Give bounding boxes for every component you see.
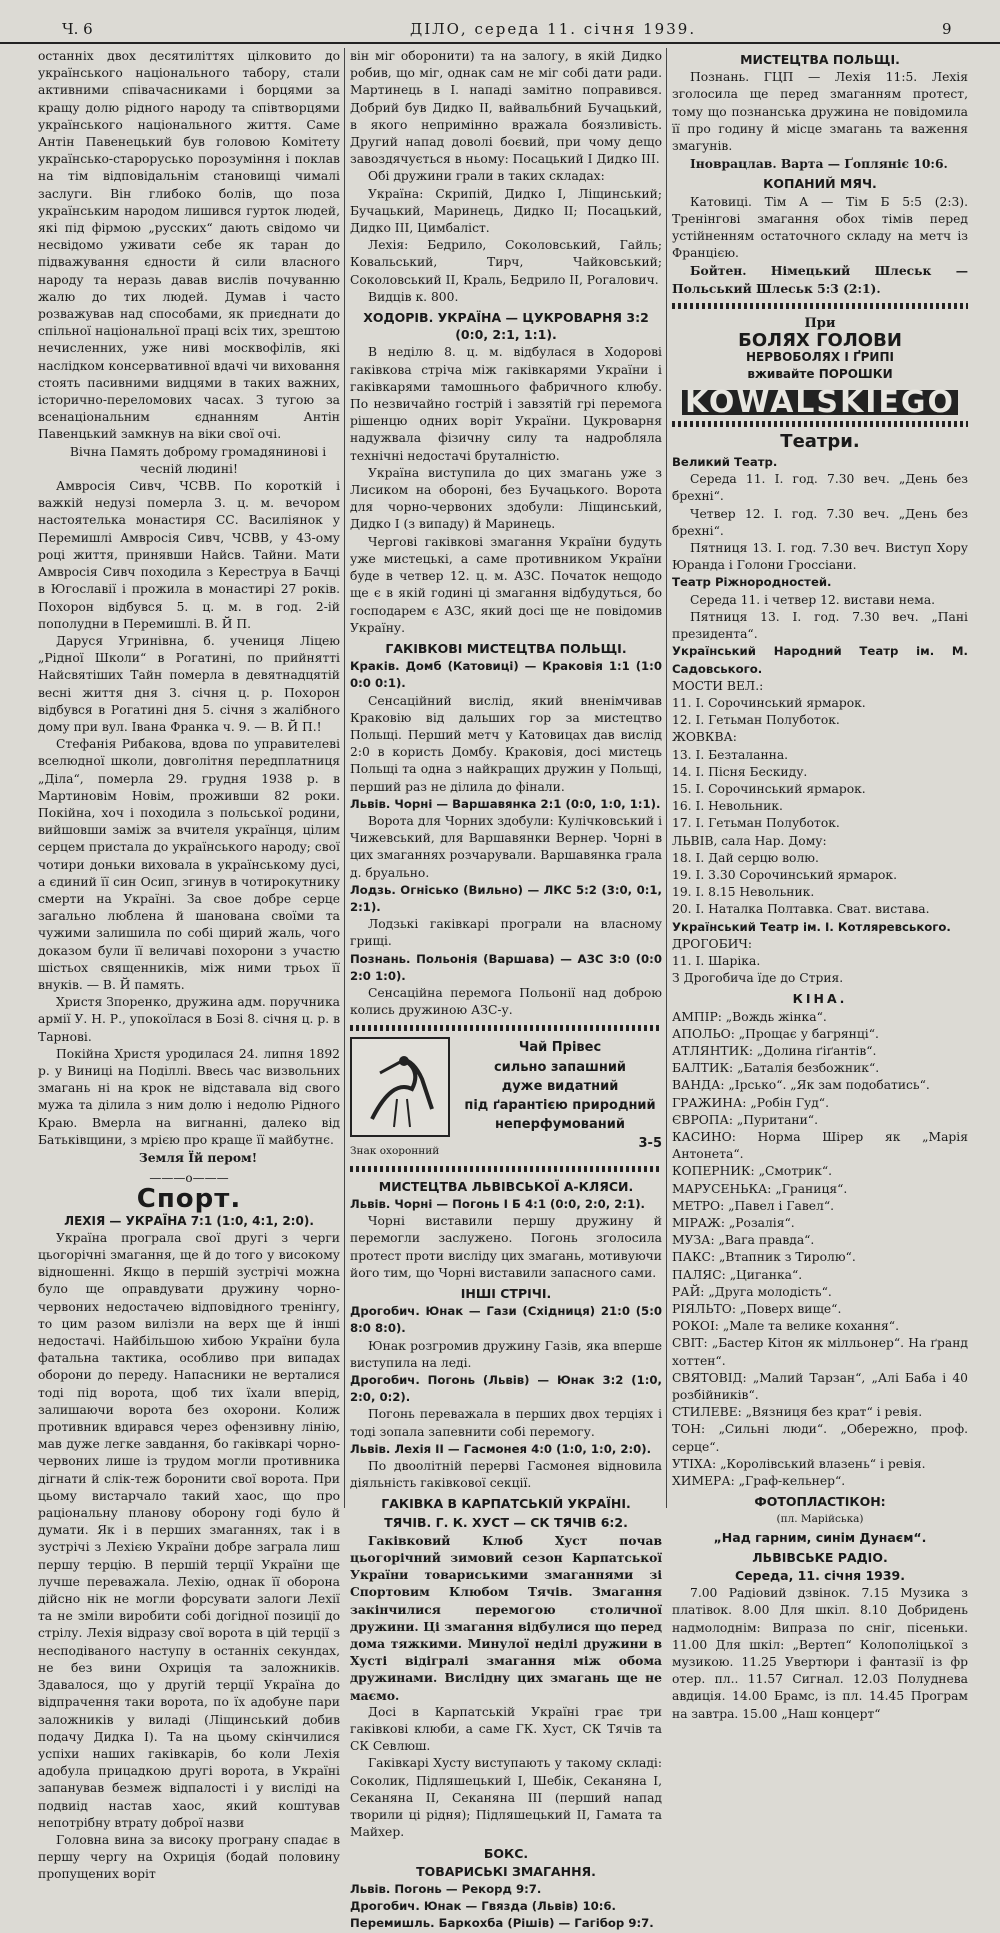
cinema-item: СВЯТОВІД: „Малий Тарзан“, „Алі Баба і 40 розбійників“. [672,1370,968,1403]
variety-theatre-2: Пятниця 13. І. год. 7.30 веч. „Пані президента“. [672,609,968,642]
radio-headline: ЛЬВІВСЬКЕ РАДІО. [752,1549,888,1565]
ad-kow-brand: KOWALSKIEGO [682,390,958,415]
cinema-item: РОКОІ: „Мале та велике кохання“. [672,1319,899,1334]
carpathian-report-3: Гаківкарі Хусту виступають у такому складі: Соколик, Підляшецький І, Шебік, Секаняна І, Секаняна ІІ, Секаняна ІІІ (перший напад творили ці рідня); Підляшецький ІІ, Гамата та Майхер. [350,1756,662,1840]
other-matches-headline: ІНШІ СТРІЧІ. [460,1286,552,1301]
cinema-item: АТЛЯНТИК: „Долина ґіґантів“. [672,1043,877,1058]
drohobych-report-2: Погонь переважала в перших двох терціях і тоді зопала запевнити собі перемогу. [350,1407,662,1439]
obituary-zporenko: Христя Зпоренко, дружина адм. поручника армії У. Н. Р., упокоїлася в Бозі 8. січня ц. р. в Тарнові. [38,995,340,1044]
carpathian-report: Гаківковий Клюб Хуст почав цьогорічний зимовий сезон Карпатської України товариськими змаганнями зі Спортовим Клюбом Тячів. Змагання закінчилися перемогою столичної дружини. Ці змагання відбулися що перед дома тяжкими. Минулої неділі дружини в Хусті відігралі змагання між обома дружинами. Вислідну цих змагань ще не маємо. [350,1532,662,1703]
tea-line-4: неперфумований [494,1117,626,1133]
boxing-headline: БОКС. [483,1845,529,1861]
cinema-item: УТІХА: „Королівський влазень“ і ревія. [672,1456,926,1471]
match-report: Україна програла свої другі з черги цьогорічні змагання, ще й до того у високому відношенні. Якщо в першій зустрічі можна було ще оправдувати дружину чорно-червоних недостачею відповідного тренінгу, то цим разом вилізли на верх ще й інші недостачі. Найбільшою хибою України була фатальна тактика, особливо при випадах оборони до переду. Напасники не верталися тоді під ворота, щоб тих їхали вперід, залишаючи ворота без охорони. Колиж противник вдирався через офензивну лінію, мав дуже легке завдання, бо гаківкарі чорно-червоних лише із трудом могли противника дігнати й слік-теж боронити свої ворота. При цьому вистарчало такий хаос, що про раціональну планову оборону годі було й думати. Як і в перших змаганнях, так і в зустрічі з Лехією України добре заграла лиш першу терцію. В першій терції України ще лучше переважала. Лехію, однак її оборона дійсно нік не могли форсувати залоги Лехії та не зміли виробити собі догідної позиції до стрілу. Лехія відразу свої ворота в цій терції з несподіваного наступу в останніх секундах, не без вини Охриція та заложників. Здавалося, що у другій терції Україна до відпрачення таки ворота, по їх адобуне пари заложників у виладі (Ліщинський добив подачу Дидка І). Та на цьому скінчилися успіхи наших гаківкарів, бо коли Лехія адобула прицадкою другі ворота, в Україні запанував безмеж відпалості і у висліді на подвиід настав хаос, який коштував непотрібну втрату доброї назви [38,1230,340,1830]
cinema-item: РІЯЛЬТО: „Поверх вище“. [672,1302,842,1317]
khodoriv-report: В неділю 8. ц. м. відбулася в Ходорові гаківкова стріча між гаківкарями України і гаківкарями тамошнього фабричного клюбу. По незвичайно гострій і завзятій грі перемога рішенцю одних воріт України. Цукроварня надужвала фізичну силу та надробляла технічні недостачі бруталністю. [350,345,662,463]
teams-intro: Обі дружини грали в таких складах: [368,169,605,184]
ad-kow-line-2: БОЛЯХ ГОЛОВИ [738,330,902,352]
boxing-result-3: Перемишль. Баркохба (Рішів) — Гагібор 9:7. [350,1916,654,1931]
schedule-item: МОСТИ ВЕЛ.: [672,678,764,693]
boxing-result-2: Дрогобич. Юнак — Гвязда (Львів) 10:6. [350,1899,616,1914]
cinema-item: СВІТ: „Бастер Кітон як мілльонер“. На ґранд хоттен“. [672,1336,968,1368]
match-report-cont: Головна вина за високу програну спадає в першу чергу на Охриція (бодай половину пропущених воріт [38,1832,340,1882]
match-headline: ЛЕХІЯ — УКРАЇНА 7:1 (1:0, 4:1, 2:0). [64,1213,314,1228]
krakow-result: Краків. Домб (Катовиці) — Краковія 1:1 (1:0 0:0 0:1). [350,659,662,691]
poznan-report: Сенсаційна перемога Польонії над доброю колись дружиною АЗС-у. [350,985,662,1018]
stork-trademark-icon [350,1037,450,1137]
boxing-subheadline: ТОВАРИСЬКІ ЗМАГАННЯ. [416,1863,596,1879]
obituary-memory: Вічна Память доброму громадянинові і чесній людині! [69,444,327,476]
katowice-report: Катовиці. Тім А — Тім Б 5:5 (2:3). Тренінгові змагання обох тімів перед устійненням остаточного складу на метч із Францією. [672,194,968,261]
grand-theatre-title: Великий Театр. [672,455,778,470]
hockey-championship-headline: ГАКІВКОВІ МИСТЕЦТВА ПОЛЬЩІ. [385,640,627,656]
column-rule-1 [344,48,345,1508]
ukrainian-theatre-schedule [672,678,968,919]
khodoriv-headline: ХОДОРІВ. УКРАЇНА — ЦУКРОВАРНЯ 3:2 (0:0, 2:1, 1:1). [363,310,649,343]
lodz-result: Лодзь. Огнісько (Вильно) — ЛКС 5:2 (3:0, 0:1, 2:1). [350,882,662,914]
cinema-item: МАРУСЕНЬКА: „Границя“. [672,1181,848,1196]
cinema-item: МУЗА: „Вага правда“. [672,1233,815,1248]
cinema-item: БАЛТИК: „Баталія безбожник“. [672,1061,880,1076]
page-number-left: Ч. 6 [62,20,93,38]
obituary-rybakova: Стефанія Рибакова, вдова по управителеві вселюдної школи, довголітня передплатниця „Діла“, померла 29. грудня 1938 р. в Мартиновім Новім, проживши 82 роки. Покійна, хоч і походила з польської родини, вийшовши заміж за вчителя українця, цілим серцем пристала до українського народу; свої чотири доньки виховала в українському дусі, а єдиний її син Осип, згинув в чотирокутнику смерти на Україні. За свое добре серце загально люблена й шанована своїми та чужими залишила по собі щирий жаль, чого доказом були її величаві похорони з участю шістьох священників, між ними трьох її внуків. — В. Й память. [38,737,340,992]
page-header [0,18,1000,44]
schedule-item: 16. І. Невольник. [672,799,783,814]
cinemas-headline: КІНА. [792,991,848,1007]
match-report-continued: він міг оборонити) та на залогу, в якій Дидко робив, що міг, однак сам не міг собі дати ради. Мартинець в І. нападі замітно поправився. Добрий був Дидко ІІ, вайвальбний Бучацький, в якого непримінно вражала боязливість. Другий напад доволі боєвий, при чому дещо завоздячується в ньому: Посацький І Дидко ІІІ. [350,49,662,167]
obituary-uhrynivna: Даруся Угринівна, б. учениця Ліцею „Рідної Школи“ в Рогатині, по прийнятті Найсвятіших Тайн померла в девятнадцятій весні життя дня 3. січня ц. р. Похорон відбувся в Рогатині дня 5. січня з жалібного дому при вул. Івана Франка ч. 9. — В. Й П.! [38,633,340,734]
schedule-item: ЖОВКВА: [672,730,737,745]
ad-border-bottom-2 [672,421,968,427]
ad-kow-line-4: вживайте ПОРОШКИ [747,367,893,382]
beuthen-result: Бойтен. Німецький Шлеськ — Польський Шлеськ 5:3 (2:1). [672,263,968,296]
cinema-item: ХИМЕРА: „Граф-кельнер“. [672,1474,846,1489]
page-number-right: 9 [942,20,952,38]
obituary-zporenko-bio: Покійна Христя уродилася 24. липня 1892 р. у Виниці на Поділлі. Ввесь час визвольних змагань ні на крок не відставала від свого мужа та ділила з ним долю і недолю Рідного Краю. Вмерла на вигнанні, далеко від Батьківщини, з мрією про краще її майбутнє. [38,1046,340,1147]
column-2 [350,48,662,1931]
sport-section-title: Спорт. [136,1184,242,1215]
ad-kow-line-1: При [804,315,836,331]
cinema-item: ПАЛЯС: „Циганка“. [672,1267,803,1282]
photoplasticon-title: „Над гарним, синім Дунаєм“. [713,1529,927,1545]
tea-brand: Чай Прівес [518,1040,602,1056]
lviv-result-2: Львів. Лехія ІІ — Гасмонея 4:0 (1:0, 1:0, 2:0). [350,1441,652,1456]
poland-championship-headline: МИСТЕЦТВА ПОЛЬЩІ. [740,52,900,67]
khodoriv-report-2: Україна виступила до цих змагань уже з Лисиком на обороні, без Бучацького. Ворота для чорно-червоних здобули: Ліщинський, Дидко І (з випаду) й Маринець. [350,465,662,532]
headache-powder-ad [672,315,968,420]
schedule-item: З Дрогобича їде до Стрия. [672,971,844,986]
cinema-item: КАСИНО: Норма Шірер як „Марія Антонета“. [672,1129,968,1162]
a-class-report: Чорні виставили першу дружину й перемогли заслужено. Погонь зголосила протест проти висліду цих змагань, мотивуючи його тим, що Чорні виставили запасного сами. [350,1214,662,1280]
section-divider: ———o——— [149,1171,229,1186]
obituary-syvch: Амвросія Сивч, ЧСВВ. По короткій і важкій недузі померла 3. ц. м. вечором настоятелька монастиря СС. Василіянок у Перемишлі Амвросія Сивч, ЧСВВ, у 43-ому році життя, принявши Найсв. Тайни. Мати Амвросія Сивч походила з Кереструа в Бачці в Югославії і прожила в монастирі 27 років. Похорон відбувся 5. ц. м. в год. 2-ій пополудни в Перемишлі. В. Й П. [38,479,340,631]
cinema-item: КОПЕРНИК: „Смотрик“. [672,1164,833,1179]
inowroclaw-result: Іноврацлав. Варта — Ґопляніє 10:6. [690,156,948,172]
boxing-result-1: Львів. Погонь — Рекорд 9:7. [350,1881,542,1896]
carpathian-subheadline: ТЯЧІВ. Г. К. ХУСТ — СК ТЯЧІВ 6:2. [384,1514,628,1530]
football-headline: КОПАНИЙ МЯЧ. [763,176,877,192]
drohobych-report-1: Юнак розгромив дружину Газів, яка вперше виступила на леді. [350,1338,662,1370]
tea-line-1: сильно запашний [493,1059,627,1075]
cinema-item: МІРАЖ: „Розалія“. [672,1216,795,1230]
cinema-item: РАЙ: „Друга молодість“. [672,1284,832,1299]
cinema-item: АПОЛЬО: „Прощає у багрянці“. [672,1026,879,1041]
ad-kow-line-3: НЕРВОБОЛЯХ І ҐРИПІ [745,350,894,365]
team-lechia: Лехія: Бедрило, Соколовський, Гайль; Ковальський, Тирч, Чайковський; Соколовський ІІ, Краль, Бедрило ІІ, Рогалович. [350,238,662,287]
poznan-result: Познань. Польонія (Варшава) — АЗС 3:0 (0:0 2:0 1:0). [350,951,662,983]
column-3 [672,48,968,1721]
team-ukraina: Україна: Скрипій, Дидко І, Ліщинський; Бучацький, Маринець, Дидко ІІ; Посацький, Дидко ІІІ, Цимбаліст. [350,186,662,236]
carpathian-headline: ГАКІВКА В КАРПАТСЬКІЙ УКРАЇНІ. [381,1496,631,1512]
cinema-item: СТИЛЕВЕ: „Вязниця без крат“ і ревія. [672,1405,923,1420]
tea-line-3: під ґарантією природний [464,1097,656,1113]
ukrainian-theatre-title: Український Народний Театр ім. М. Садовського. [672,644,968,676]
schedule-item: 11. І. Сорочинський ярмарок. [672,695,866,710]
photoplasticon-address: (пл. Марійська) [776,1513,864,1526]
schedule-item: 11. І. Шаріка. [672,953,761,968]
cinema-listings [672,1009,968,1491]
grand-theatre-1: Середа 11. І. год. 7.30 веч. „День без брехні“. [672,472,968,504]
carpathian-report-2: Досі в Карпатській Україні грає три гаківкові клюби, а саме ГК. Хуст, СК Тячів та СК Севлюш. [350,1704,662,1754]
drohobych-result-1: Дрогобич. Юнак — Гази (Східниця) 21:0 (5:0 8:0 8:0). [350,1304,662,1336]
schedule-item: 14. І. Пісня Бескиду. [672,764,808,779]
a-class-result: Львів. Чорні — Погонь І Б 4:1 (0:0, 2:0, 2:1). [350,1196,645,1211]
schedule-item: 12. І. Гетьман Полуботок. [672,713,840,728]
ad-number: 3-5 [638,1136,662,1152]
ad-border-top-2 [672,303,968,309]
cinema-item: ПАКС: „Втапник з Тиролю“. [672,1250,856,1265]
attendance: Видців к. 800. [368,289,459,304]
cinema-item: ЄВРОПА: „Пуритани“. [672,1112,819,1127]
khodoriv-report-3: Чергові гаківкові змагання України будуть уже мистецькі, а саме противником України буде в четвер 12. ц. м. АЗС. Початок нещодо ще є в якій годині ці змагання відбудуться, бо господарем є АЗС, який досі ще не повідомив Україну. [350,534,662,635]
grand-theatre-3: Пятниця 13. І. год. 7.30 веч. Виступ Хору Юранда і Голони Гроссіани. [672,541,968,573]
cinema-item: ТОН: „Сильні люди“. „Обережно, проф. серце“. [672,1422,968,1454]
column-rule-2 [666,48,667,1508]
column-1 [38,48,340,1882]
schedule-item: 19. І. 3.30 Сорочинський ярмарок. [672,867,898,882]
trademark-caption: Знак охоронний [350,1144,440,1157]
grand-theatre-2: Четвер 12. І. год. 7.30 веч. „День без брехні“. [672,506,968,538]
lviv-report: Ворота для Чорних здобули: Кулічковський і Чижевський, для Варшавянки Вернер. Чорні в цих змаганнях розчарували. Варшавянка грала д. бруально. [350,813,662,880]
schedule-item: 15. І. Сорочинський ярмарок. [672,781,866,796]
schedule-item: ДРОГОБИЧ: [672,936,752,951]
lviv-report-2: По двоолітній перерві Гасмонея відновила діяльність гаківкової секції. [350,1459,662,1491]
obituary-continued: останніх двох десятиліттях цілковито до українського національного табору, стали активними співачасниками і борцями за кращу долю рідного народу та співтворцями українського національного життя. Саме Антін Павенецький був головою Комітету українсько-старорусько порозуміння і поклав на тім відповідальнім становищі чималі заслуги. Він глибоко болів, що поза українським народом лишився гурток людей, які під фірмою „русских“ дають свідомо чи несвідомо уживати себе як таран до підважування єдности й сили власного народу та неразь давав вислів почуванню жалю до тих людей. Думав і часто розважував над способами, як приєднати до спільної національної праці всіх тих, зрештою нечисленних, уже ниві москвофілів, які наслідком консервативної вдачі чи виховання стоять пасивними видцями в таких важних, історично-переломових часах. З тугою за всенаціональним єднанням Антін Павенцький замкнув на віки свої очі. [38,49,340,442]
kotliarevsky-theatre-title: Український Театр ім. І. Котляревського. [672,919,951,934]
masthead-line: ДІЛО, середа 11. січня 1939. [410,20,697,38]
schedule-item: 19. І. 8.15 Невольник. [672,885,815,900]
schedule-item: ЛЬВІВ, сала Нар. Дому: [672,833,827,848]
theatres-headline: Театри. [780,430,860,452]
poznan-report: Познань. ГЦП — Лехія 11:5. Лехія зголосила ще перед змаганням протест, тому що познанська дружина не повідомила її про годину й місце змагань та важення змагунів. [672,70,968,154]
ad-border-bottom [350,1166,662,1172]
schedule-item: 18. І. Дай серцю волю. [672,850,819,865]
a-class-headline: МИСТЕЦТВА ЛЬВІВСЬКОЇ А-КЛЯСИ. [378,1178,634,1194]
cinema-item: ВАНДА: „Ірсько“. „Як зам подобатись“. [672,1078,930,1093]
lodz-report: Лодзькі гаківкарі програли на власному грищі. [350,917,662,949]
cinema-item: ГРАЖИНА: „Робін Гуд“. [672,1095,829,1110]
ad-border-top [350,1025,662,1031]
radio-schedule: 7.00 Радіовий дзвінок. 7.15 Музика з платівок. 8.00 Для шкіл. 8.10 Добридень надмолоднім: Випраза по сніг, пісеньки. 11.00 Для шкіл: „Вертеп“ Колополіцької з музикою. 11.25 Увертюри і фантазії із фр отер. пл.. 11.57 Сигнал. 12.03 Полуднева авдиція. 14.00 Брамс, із пл. 14.45 Програм на завтра. 15.00 „Наш концерт“ [672,1586,968,1721]
tea-advertisement [350,1037,662,1159]
schedule-item: 17. І. Гетьман Полуботок. [672,816,840,831]
lviv-result: Львів. Чорні — Варшавянка 2:1 (0:0, 1:0, 1:1). [350,796,661,811]
cinema-item: МЕТРО: „Павел і Гавел“. [672,1198,835,1213]
schedule-item: 13. І. Безталанна. [672,747,789,762]
cinema-item: АМПІР: „Вождь жінка“. [672,1009,827,1024]
obituary-closing: Земля Їй пером! [138,1150,258,1165]
kotliarevsky-schedule [672,936,968,988]
photoplasticon-headline: ФОТОПЛАСТІКОН: [754,1494,886,1510]
krakow-report: Сенсаційний вислід, який вненімчивав Краковію від дальших гор за мистецтво Польщі. Перший метч у Катовицах дав вислід 2:0 в користь Домбу. Краковія, досі мистець Польщі та одна з найкращих дружин у Польщі, перший раз не ділила до фінали. [350,693,662,794]
schedule-item: 20. І. Наталка Полтавка. Сват. вистава. [672,902,930,917]
tea-line-2: дуже видатний [501,1078,619,1094]
radio-date: Середа, 11. січня 1939. [734,1568,906,1584]
drohobych-result-2: Дрогобич. Погонь (Львів) — Юнак 3:2 (1:0, 2:0, 0:2). [350,1373,662,1405]
variety-theatre-title: Театр Ріжнородностей. [672,575,832,590]
variety-theatre-1: Середа 11. і четвер 12. вистави нема. [690,592,936,607]
